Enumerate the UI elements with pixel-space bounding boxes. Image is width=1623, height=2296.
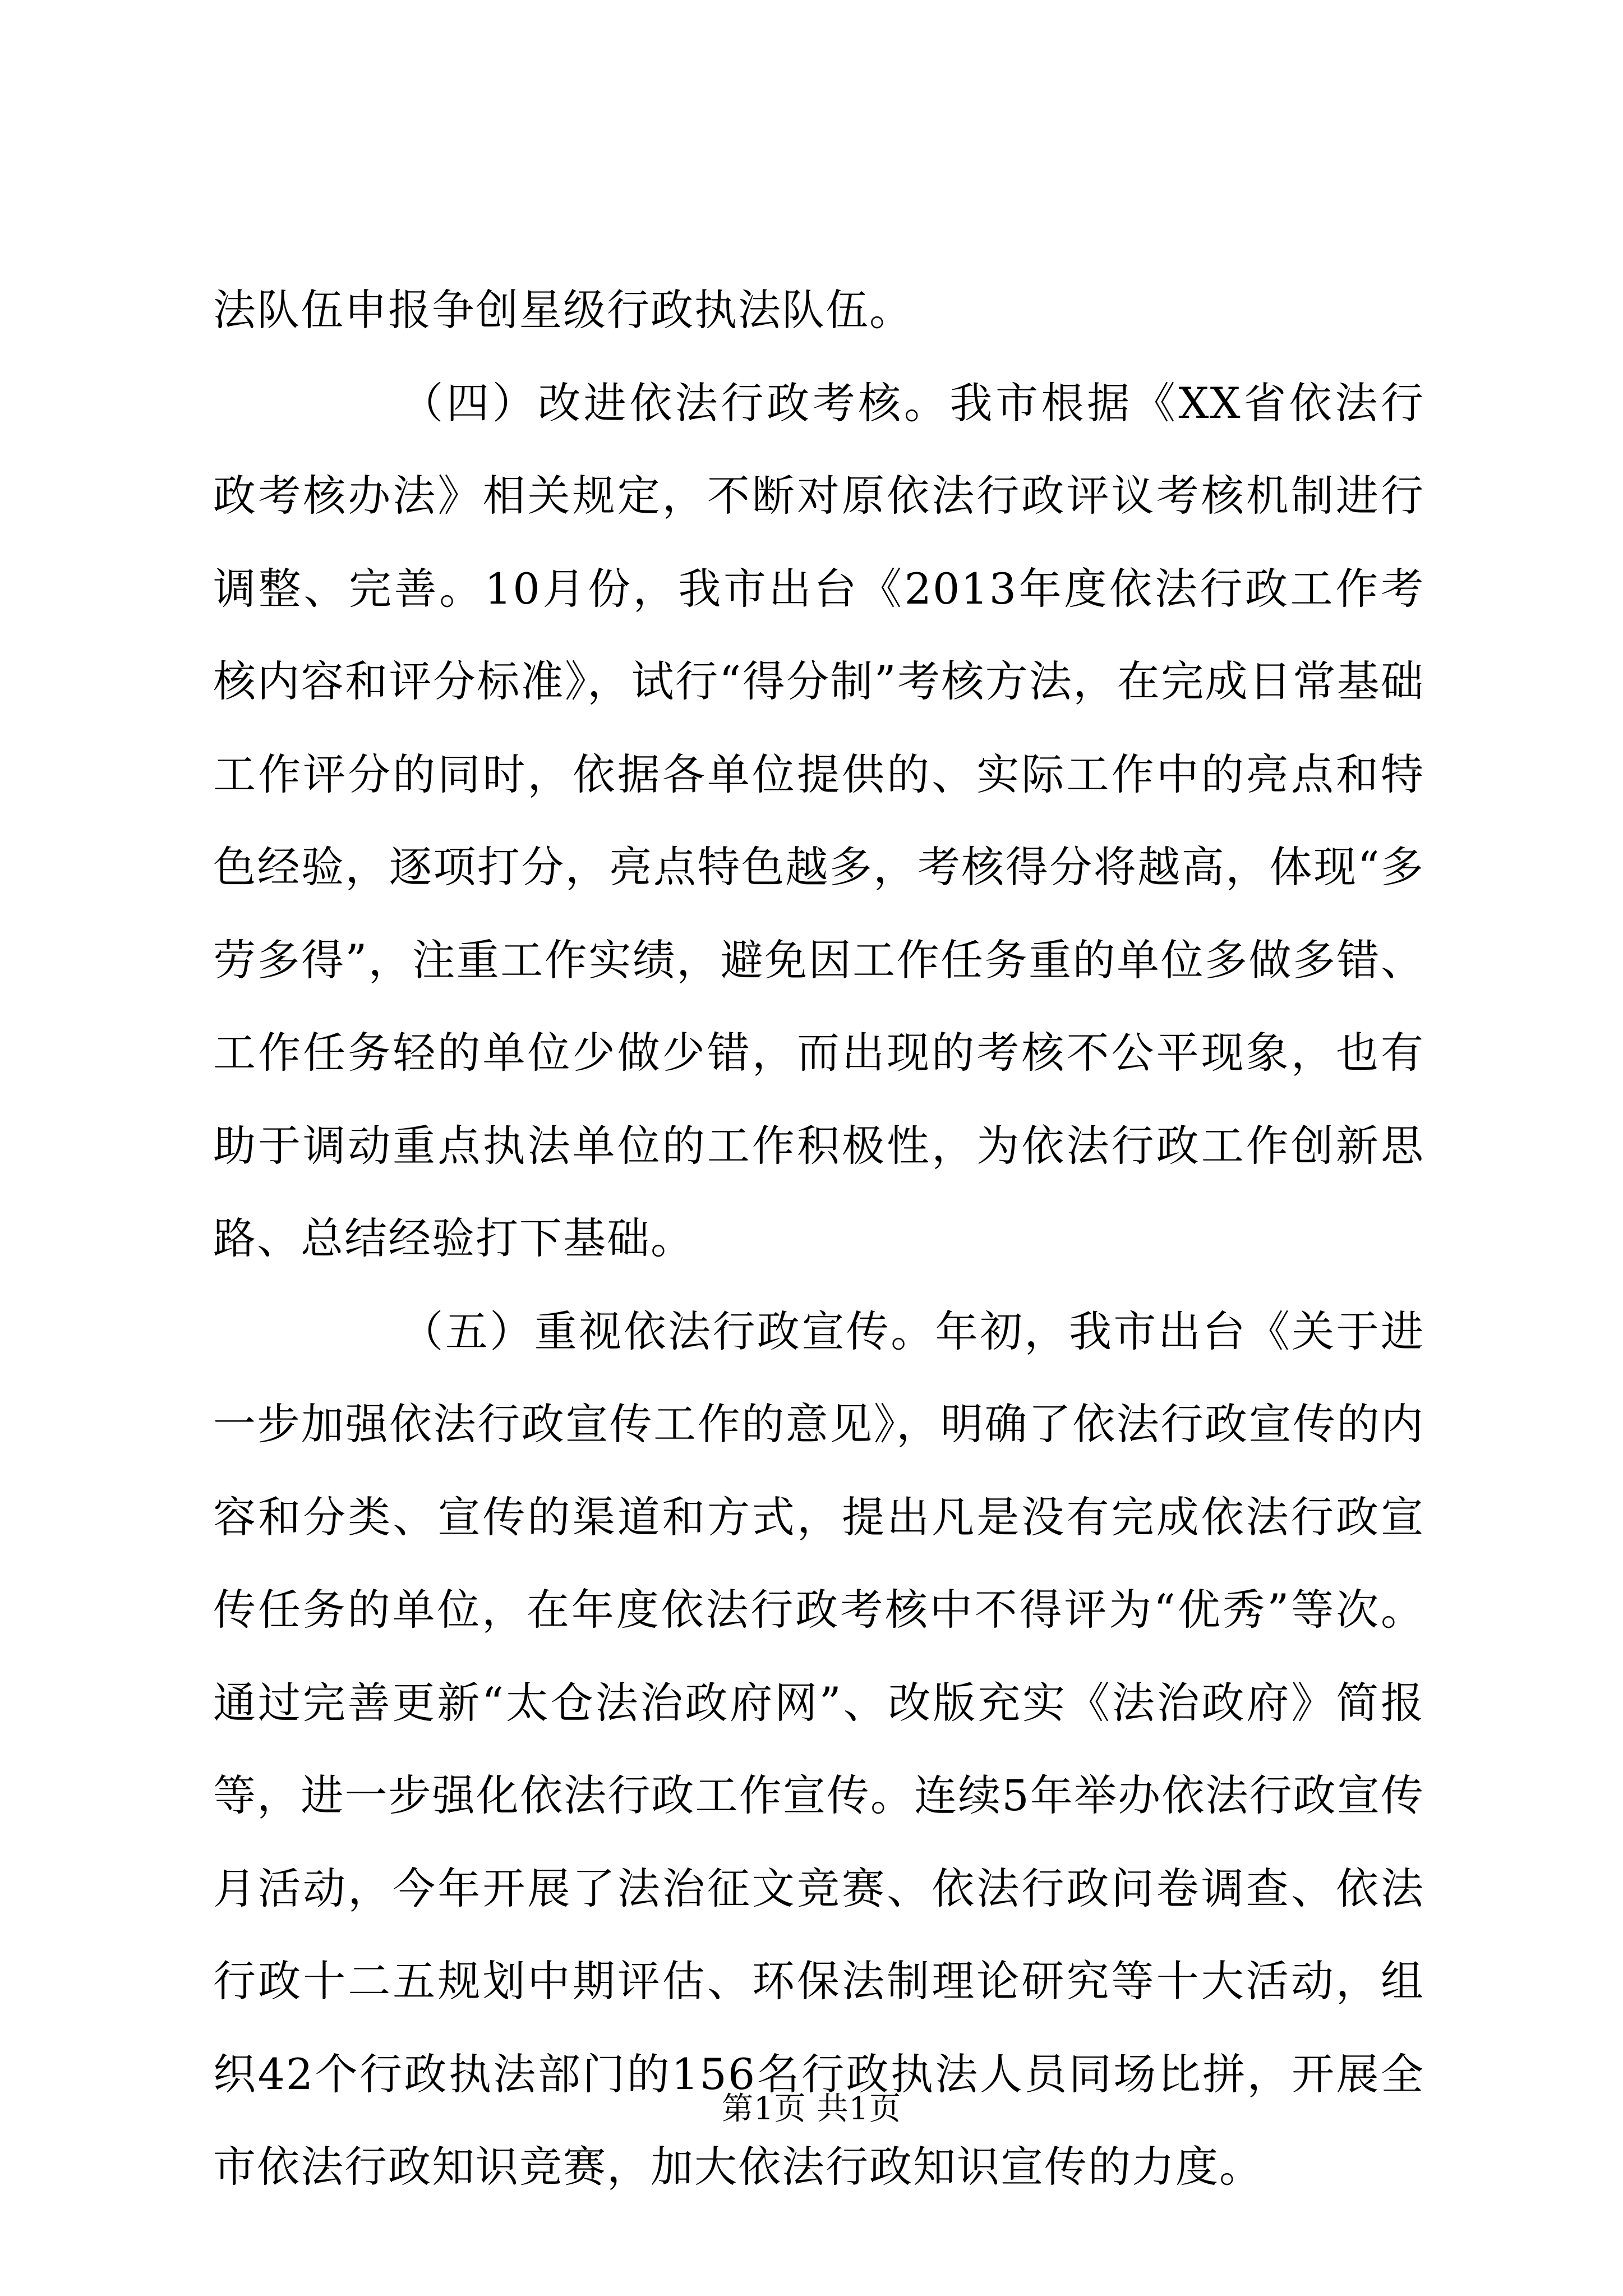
paragraph-section-five: （五）重视依法行政宣传。年初，我市出台《关于进一步加强依法行政宣传工作的意见》，明确了依法行政宣传的内容和分类、宣传的渠道和方式，提出凡是没有完成依法行政宣传任务的单位，在年度依法行政考核中不得评为“优秀”等次。通过完善更新“太仓法治政府网”、改版充实《法治政府》简报等，进一步强化依法行政工作宣传。连续5年举办依法行政宣传月活动，今年开展了法治征文竞赛、依法行政问卷调查、依法行政十二五规划中期评估、环保法制理论研究等十大活动，组织42个行政执法部门的156名行政执法人员同场比拼，开展全市依法行政知识竞赛，加大依法行政知识宣传的力度。: [213, 1306, 1424, 2192]
page-number-footer: 第1页 共1页: [721, 2091, 902, 2127]
paragraph-section-four: （四）改进依法行政考核。我市根据《XX省依法行政考核办法》相关规定，不断对原依法行政评议考核机制进行调整、完善。10月份，我市出台《2013年度依法行政工作考核内容和评分标准》，试行“得分制”考核方法，在完成日常基础工作评分的同时，依据各单位提供的、实际工作中的亮点和特色经验，逐项打分，亮点特色越多，考核得分将越高，体现“多劳多得”，注重工作实绩，避免因工作任务重的单位多做多错、工作任务轻的单位少做少错，而出现的考核不公平现象，也有助于调动重点执法单位的工作积极性，为依法行政工作创新思路、总结经验打下基础。: [213, 378, 1424, 1263]
paragraph-continuation: 法队伍申报争创星级行政执法队伍。: [213, 285, 913, 335]
document-body: [213, 264, 1424, 2214]
